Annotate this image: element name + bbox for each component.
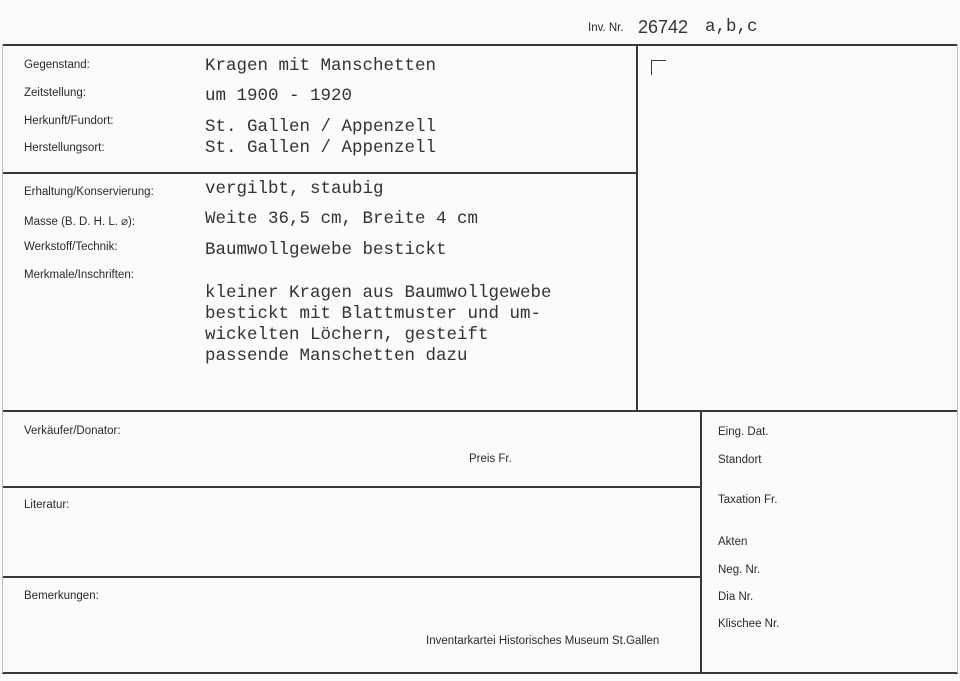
werkstoff-label: Werkstoff/Technik: bbox=[24, 241, 118, 253]
description-line: passende Manschetten dazu bbox=[205, 346, 468, 366]
left-edge bbox=[2, 44, 3, 673]
description-line: wickelten Löchern, gesteift bbox=[205, 325, 489, 345]
zeitstellung-value: um 1900 - 1920 bbox=[205, 86, 353, 106]
description-block bbox=[205, 283, 552, 367]
neg-nr-label: Neg. Nr. bbox=[718, 564, 761, 576]
corner-mark bbox=[651, 60, 666, 75]
description-line: bestickt mit Blattmuster und um- bbox=[205, 304, 542, 324]
herkunft-value: St. Gallen / Appenzell bbox=[205, 117, 437, 137]
rule-after-donor bbox=[2, 486, 701, 488]
bottom-rule bbox=[2, 672, 958, 674]
standort-label: Standort bbox=[718, 454, 762, 466]
footer-text: Inventarkartei Historisches Museum St.Gallen bbox=[426, 635, 660, 647]
inv-nr-label: Inv. Nr. bbox=[588, 22, 624, 34]
rule-mid bbox=[2, 410, 958, 412]
zeitstellung-label: Zeitstellung: bbox=[24, 87, 87, 99]
vertical-rule-lower bbox=[700, 410, 702, 672]
werkstoff-value: Baumwollgewebe bestickt bbox=[205, 240, 447, 260]
erhaltung-value: vergilbt, staubig bbox=[205, 179, 384, 199]
verkaeufer-label: Verkäufer/Donator: bbox=[24, 425, 121, 437]
rule-after-literature bbox=[2, 576, 701, 578]
herkunft-label: Herkunft/Fundort: bbox=[24, 115, 114, 127]
inv-suffix: a,b,c bbox=[705, 17, 758, 37]
bemerkungen-label: Bemerkungen: bbox=[24, 590, 99, 602]
herstellungsort-label: Herstellungsort: bbox=[24, 142, 105, 154]
klischee-nr-label: Klischee Nr. bbox=[718, 618, 780, 630]
top-rule bbox=[2, 44, 958, 46]
eing-dat-label: Eing. Dat. bbox=[718, 426, 769, 438]
preis-label: Preis Fr. bbox=[469, 453, 512, 465]
masse-label: Masse (B. D. H. L. ⌀): bbox=[24, 216, 136, 228]
rule-after-origin bbox=[2, 172, 637, 174]
masse-value: Weite 36,5 cm, Breite 4 cm bbox=[205, 209, 479, 229]
herstellungsort-value: St. Gallen / Appenzell bbox=[205, 138, 437, 158]
erhaltung-label: Erhaltung/Konservierung: bbox=[24, 186, 154, 198]
literatur-label: Literatur: bbox=[24, 499, 70, 511]
merkmale-label: Merkmale/Inschriften: bbox=[24, 269, 134, 281]
gegenstand-value: Kragen mit Manschetten bbox=[205, 56, 437, 76]
description-line: kleiner Kragen aus Baumwollgewebe bbox=[205, 283, 552, 303]
akten-label: Akten bbox=[718, 536, 748, 548]
right-edge bbox=[957, 44, 958, 673]
vertical-rule-upper bbox=[636, 44, 638, 411]
dia-nr-label: Dia Nr. bbox=[718, 591, 754, 603]
gegenstand-label: Gegenstand: bbox=[24, 59, 90, 71]
taxation-label: Taxation Fr. bbox=[718, 494, 778, 506]
inv-number: 26742 bbox=[638, 17, 689, 37]
